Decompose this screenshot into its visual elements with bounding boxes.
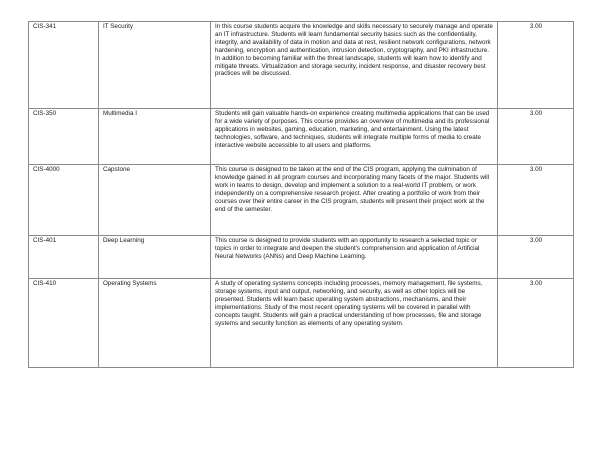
course-credits: 3.00 [498,236,574,279]
course-code: CIS-341 [29,22,99,109]
course-title: Operating Systems [99,279,211,368]
table-row [29,109,574,165]
course-title: IT Security [99,22,211,109]
course-credits: 3.00 [498,109,574,165]
course-credits: 3.00 [498,22,574,109]
course-code: CIS-4000 [29,165,99,236]
course-code: CIS-350 [29,109,99,165]
course-credits: 3.00 [498,279,574,368]
course-credits: 3.00 [498,165,574,236]
course-code: CIS-410 [29,279,99,368]
table-row [29,279,574,368]
table-row [29,22,574,109]
course-code: CIS-401 [29,236,99,279]
course-description: This course is designed to provide students with an opportunity to research a selected topic or topics in order to integrate and deepen the student's comprehension and application of Artificial Neural Networks (ANNs) and Deep Machine Learning. [211,236,498,279]
course-description: This course is designed to be taken at the end of the CIS program, applying the culmination of knowledge gained in all program courses and incorporating many facets of the major. Students will work in teams to design, develop and implement a solution to a real-world IT problem, or work independently on a comprehensive research project. After creating a portfolio of work from their courses over their entire career in the CIS program, students will present their project work at the end of the semester. [211,165,498,236]
course-table [28,21,574,368]
table-row [29,165,574,236]
course-description: A study of operating systems concepts including processes, memory management, file systems, storage systems, input and output, networking, and security, as well as other topics will be presented. Students will learn basic operating system abstractions, mechanisms, and their implementations. Study of the most recent operating systems will be covered in parallel with concepts taught. Students will gain a practical understanding of how processes, file and storage systems and security function as elements of any operating system. [211,279,498,368]
table-row [29,236,574,279]
course-description: In this course students acquire the knowledge and skills necessary to securely manage and operate an IT infrastructure. Students will learn fundamental security basics such as the confidentiality, integrity, and availability of data in motion and data at rest, resilient network configurations, network hardening, encryption and authentication, intrusion detection, cryptography, and PKI infrastructure. In addition to becoming familiar with the threat landscape, students will learn how to identify and mitigate threats. Virtualization and storage security, incident response, and disaster recovery best practices will be discussed. [211,22,498,109]
course-title: Multimedia I [99,109,211,165]
course-title: Deep Learning [99,236,211,279]
course-title: Capstone [99,165,211,236]
course-description: Students will gain valuable hands-on experience creating multimedia applications that can be used for a wide variety of purposes. This course provides an overview of multimedia and its professional applications in websites, gaming, education, marketing, and entertainment. Using the latest technologies, software, and techniques, students will integrate multiple forms of media to create interactive website accessible to all users and platforms. [211,109,498,165]
